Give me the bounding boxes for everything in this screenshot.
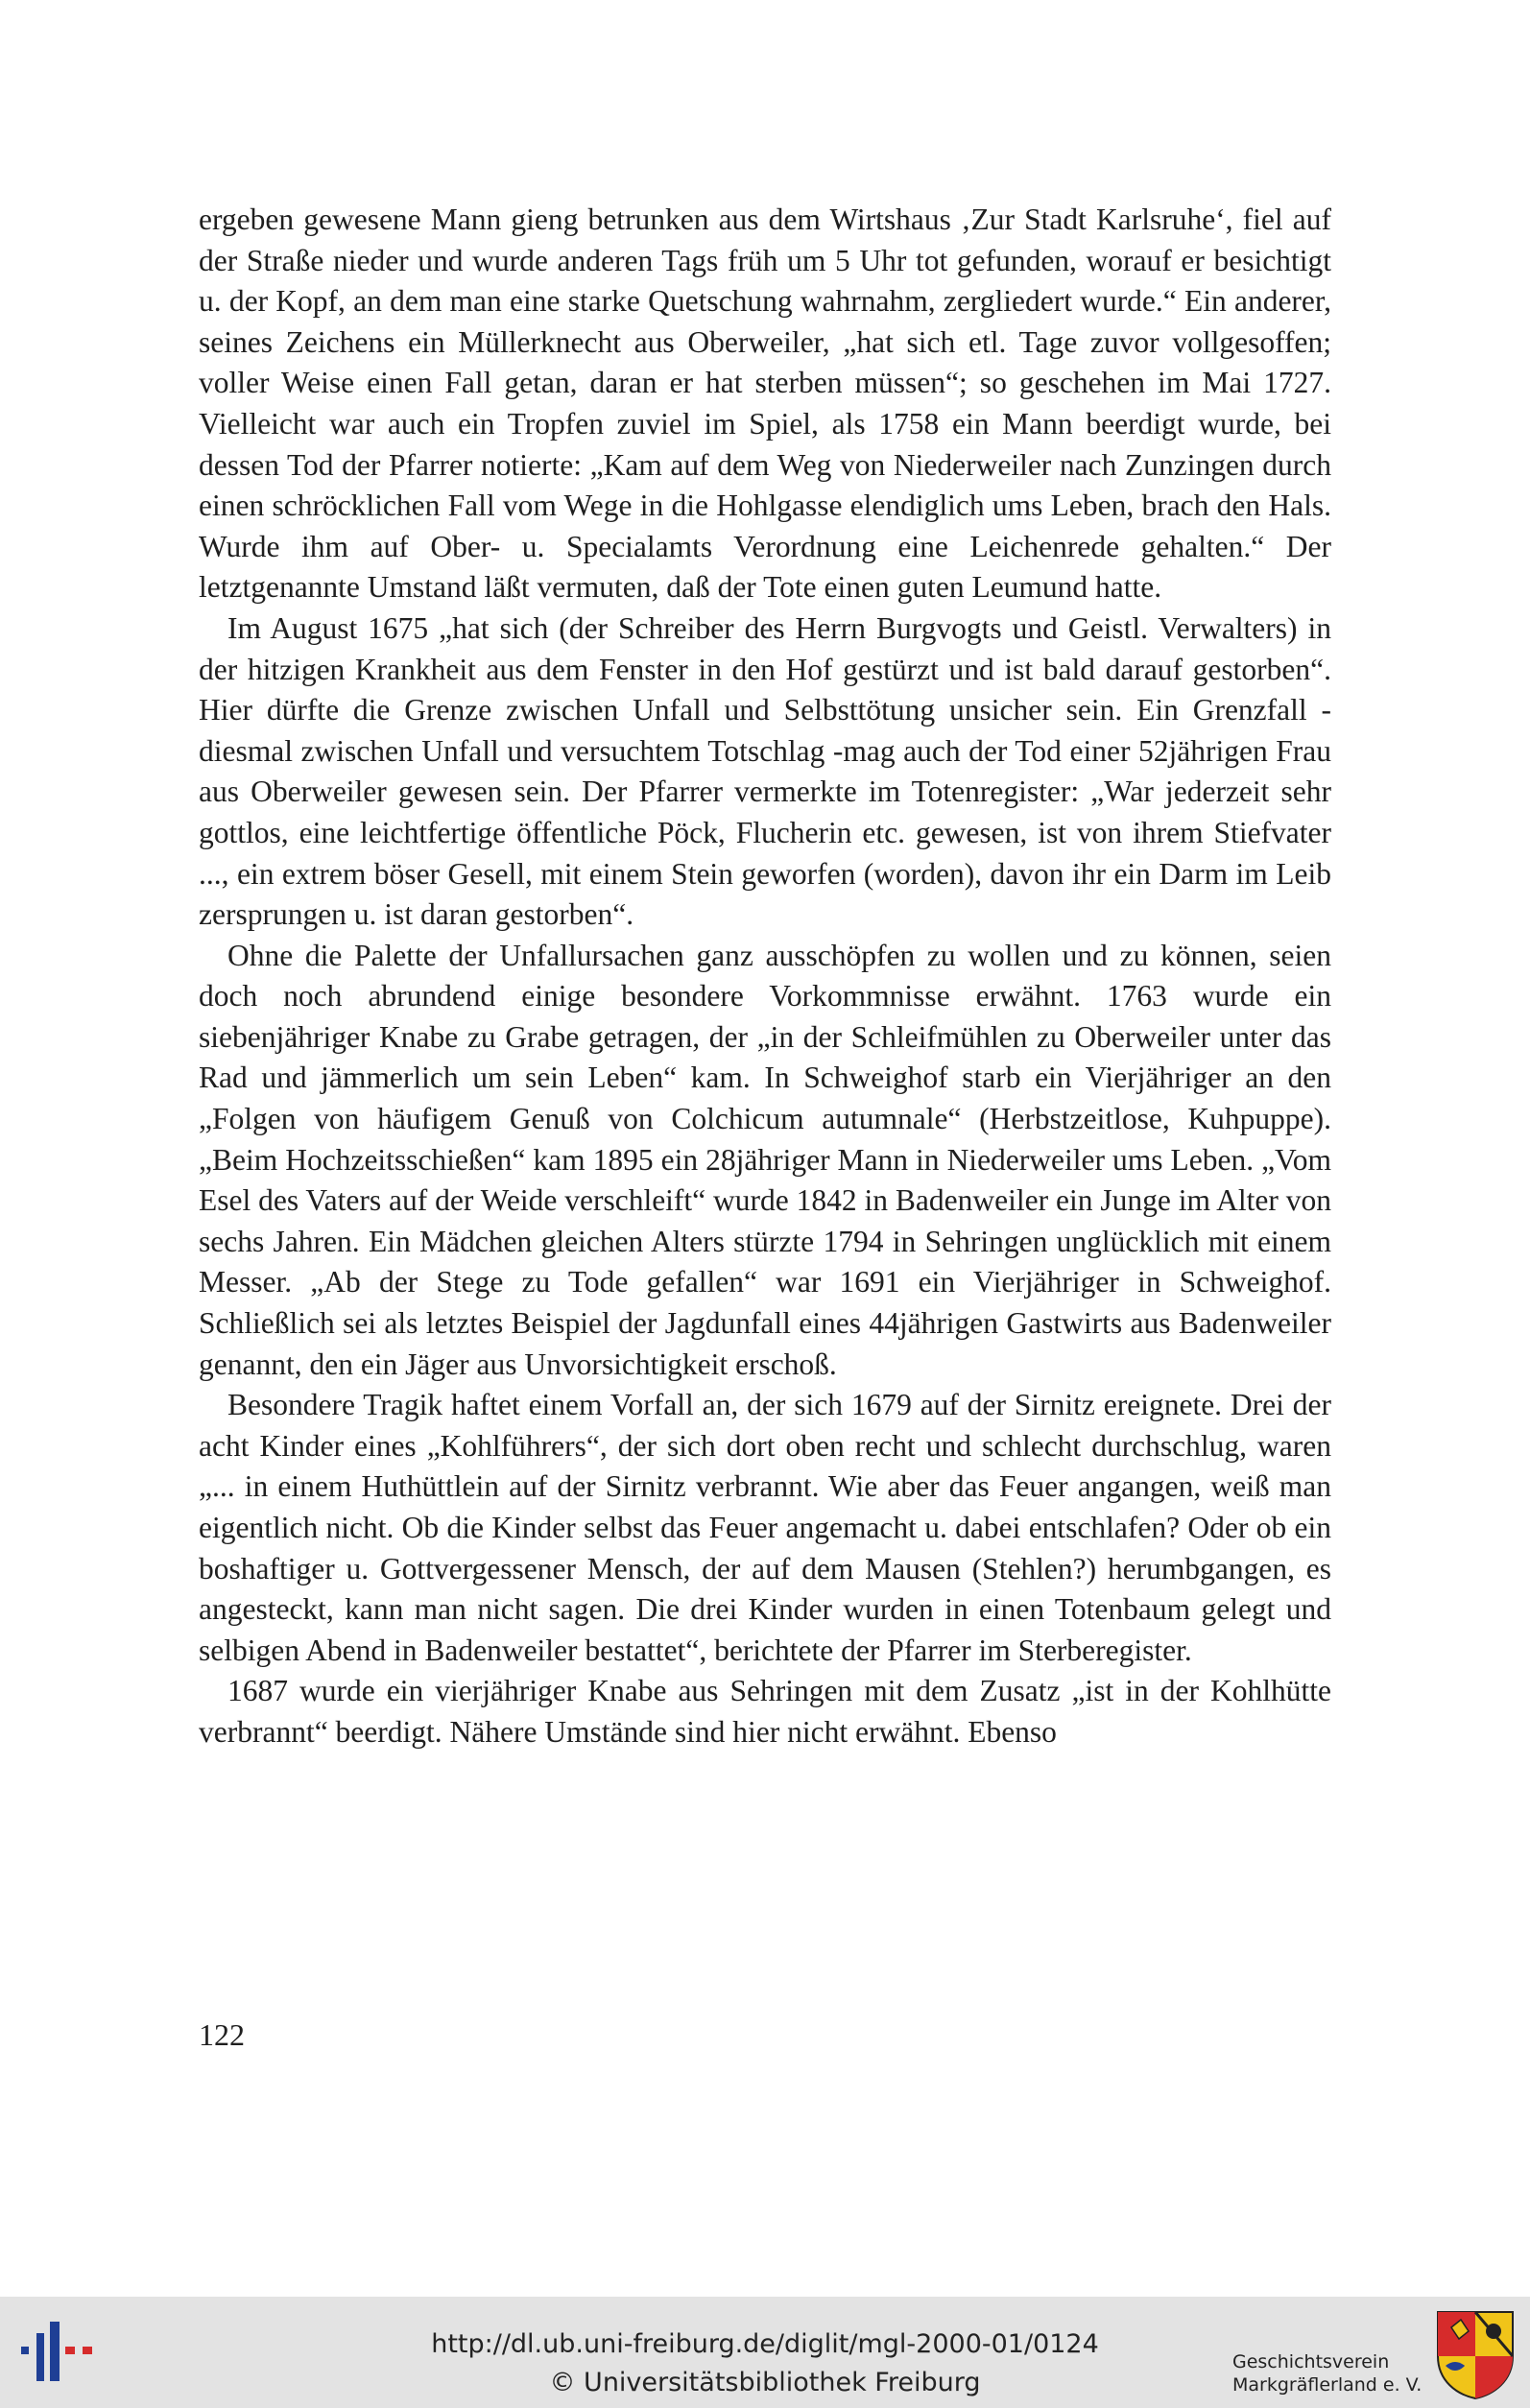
paragraph: Im August 1675 „hat sich (der Schreiber des Herrn Burgvogts und Geistl. Verwalters) in der hitzigen Krankheit aus dem Fenster in den Hof gestürzt und ist bald darauf gestorben“. Hier dürfte die Grenze zwischen Unfall und Selbsttötung unsicher sein. Ein Grenzfall - diesmal zwischen Unfall und versuchtem Totschlag -mag auch der Tod einer 52jährigen Frau aus Oberweiler gewesen sein. Der Pfarrer vermerkte im Totenregister: „War jederzeit sehr gottlos, eine leichtfertige öffentliche Pöck, Flucherin etc. gewesen, ist von ihrem Stiefvater ..., ein extrem böser Gesell, mit einem Stein geworfen (worden), davon ihr ein Darm im Leib zersprungen u. ist daran gestorben“. xyxy=(199,610,1331,932)
paragraph: Ohne die Palette der Unfallursachen ganz ausschöpfen zu wollen und zu können, seien doch noch abrundend einige besondere Vorkommnisse erwähnt. 1763 wurde ein siebenjähriger Knabe zu Grabe getragen, der „in der Schleifmühlen zu Oberweiler unter das Rad und jämmerlich um sein Leben“ kam. In Schweighof starb ein Vierjähriger an den „Folgen von häufigem Genuß von Colchicum autumnale“ (Herbstzeitlose, Kuhpuppe). „Beim Hochzeitsschießen“ kam 1895 ein 28jähriger Mann in Niederweiler ums Leben. „Vom Esel des Vaters auf der Weide verschleift“ wurde 1842 in Badenweiler ein Junge im Alter von sechs Jahren. Ein Mädchen gleichen Alters stürzte 1794 in Sehringen unglücklich mit einem Messer. „Ab der Stege zu Tode gefallen“ war 1691 ein Vierjähriger in Schweighof. Schließlich sei als letztes Beispiel der Jagdunfall eines 44jährigen Gastwirts aus Badenweiler genannt, den ein Jäger aus Unvorsichtigkeit erschoß. xyxy=(199,938,1331,1381)
society-name xyxy=(1232,2350,1424,2396)
footer-url-link[interactable]: http://dl.ub.uni-freiburg.de/diglit/mgl-2000-01/0124 xyxy=(431,2329,1099,2359)
society-name-line1: Geschichtsverein xyxy=(1232,2351,1390,2372)
paragraph: ergeben gewesene Mann gieng betrunken aus dem Wirtshaus ‚Zur Stadt Karlsruhe‘, fiel auf der Straße nieder und wurde anderen Tags früh um 5 Uhr tot gefunden, worauf er besichtigt u. der Kopf, an dem man eine starke Quetschung wahrnahm, zergliedert wurde.“ Ein anderer, seines Zeichens ein Müllerknecht aus Oberweiler, „hat sich etl. Tage zuvor vollgesoffen; voller Weise einen Fall getan, daran er hat sterben müssen“; so geschehen im Mai 1727. Vielleicht war auch ein Tropfen zuviel im Spiel, als 1758 ein Mann beerdigt wurde, bei dessen Tod der Pfarrer notierte: „Kam auf dem Weg von Niederweiler nach Zunzingen durch einen schröcklichen Fall vom Wege in die Hohlgasse elendiglich ums Leben, brach den Hals. Wurde ihm auf Ober- u. Specialamts Verordnung eine Leichenrede gehalten.“ Der letztgenannte Umstand läßt vermuten, daß der Tote einen guten Leumund hatte. xyxy=(199,203,1331,605)
paragraph: 1687 wurde ein vierjähriger Knabe aus Sehringen mit dem Zusatz „ist in der Kohlhütte verbrannt“ beerdigt. Nähere Umstände sind hier nicht erwähnt. Ebenso xyxy=(199,1674,1331,1749)
footer-copyright: © Universitätsbibliothek Freiburg xyxy=(549,2368,981,2397)
coat-of-arms-icon xyxy=(1434,2308,1517,2400)
page-number: 122 xyxy=(199,2017,245,2052)
document-body xyxy=(199,200,1331,1753)
paragraph: Besondere Tragik haftet einem Vorfall an, der sich 1679 auf der Sirnitz ereignete. Drei der acht Kinder eines „Kohlführers“, der sich dort oben recht und schlecht durchschlug, waren „... in einem Huthüttlein auf der Sirnitz verbrannt. Wie aber das Feuer angangen, weiß man eigentlich nicht. Ob die Kinder selbst das Feuer angemacht u. dabei entschlafen? Oder ob ein boshaftiger u. Gottvergessener Mensch, der auf dem Mausen (Stehlen?) herumbgangen, es angesteckt, kann man nicht sagen. Die drei Kinder wurden in einen Totenbaum gelegt und selbigen Abend in Badenweiler bestattet“, berichtete der Pfarrer im Sterberegister. xyxy=(199,1388,1331,1667)
footer-bar xyxy=(0,2297,1530,2408)
society-name-line2: Markgräflerland e. V. xyxy=(1232,2374,1422,2396)
